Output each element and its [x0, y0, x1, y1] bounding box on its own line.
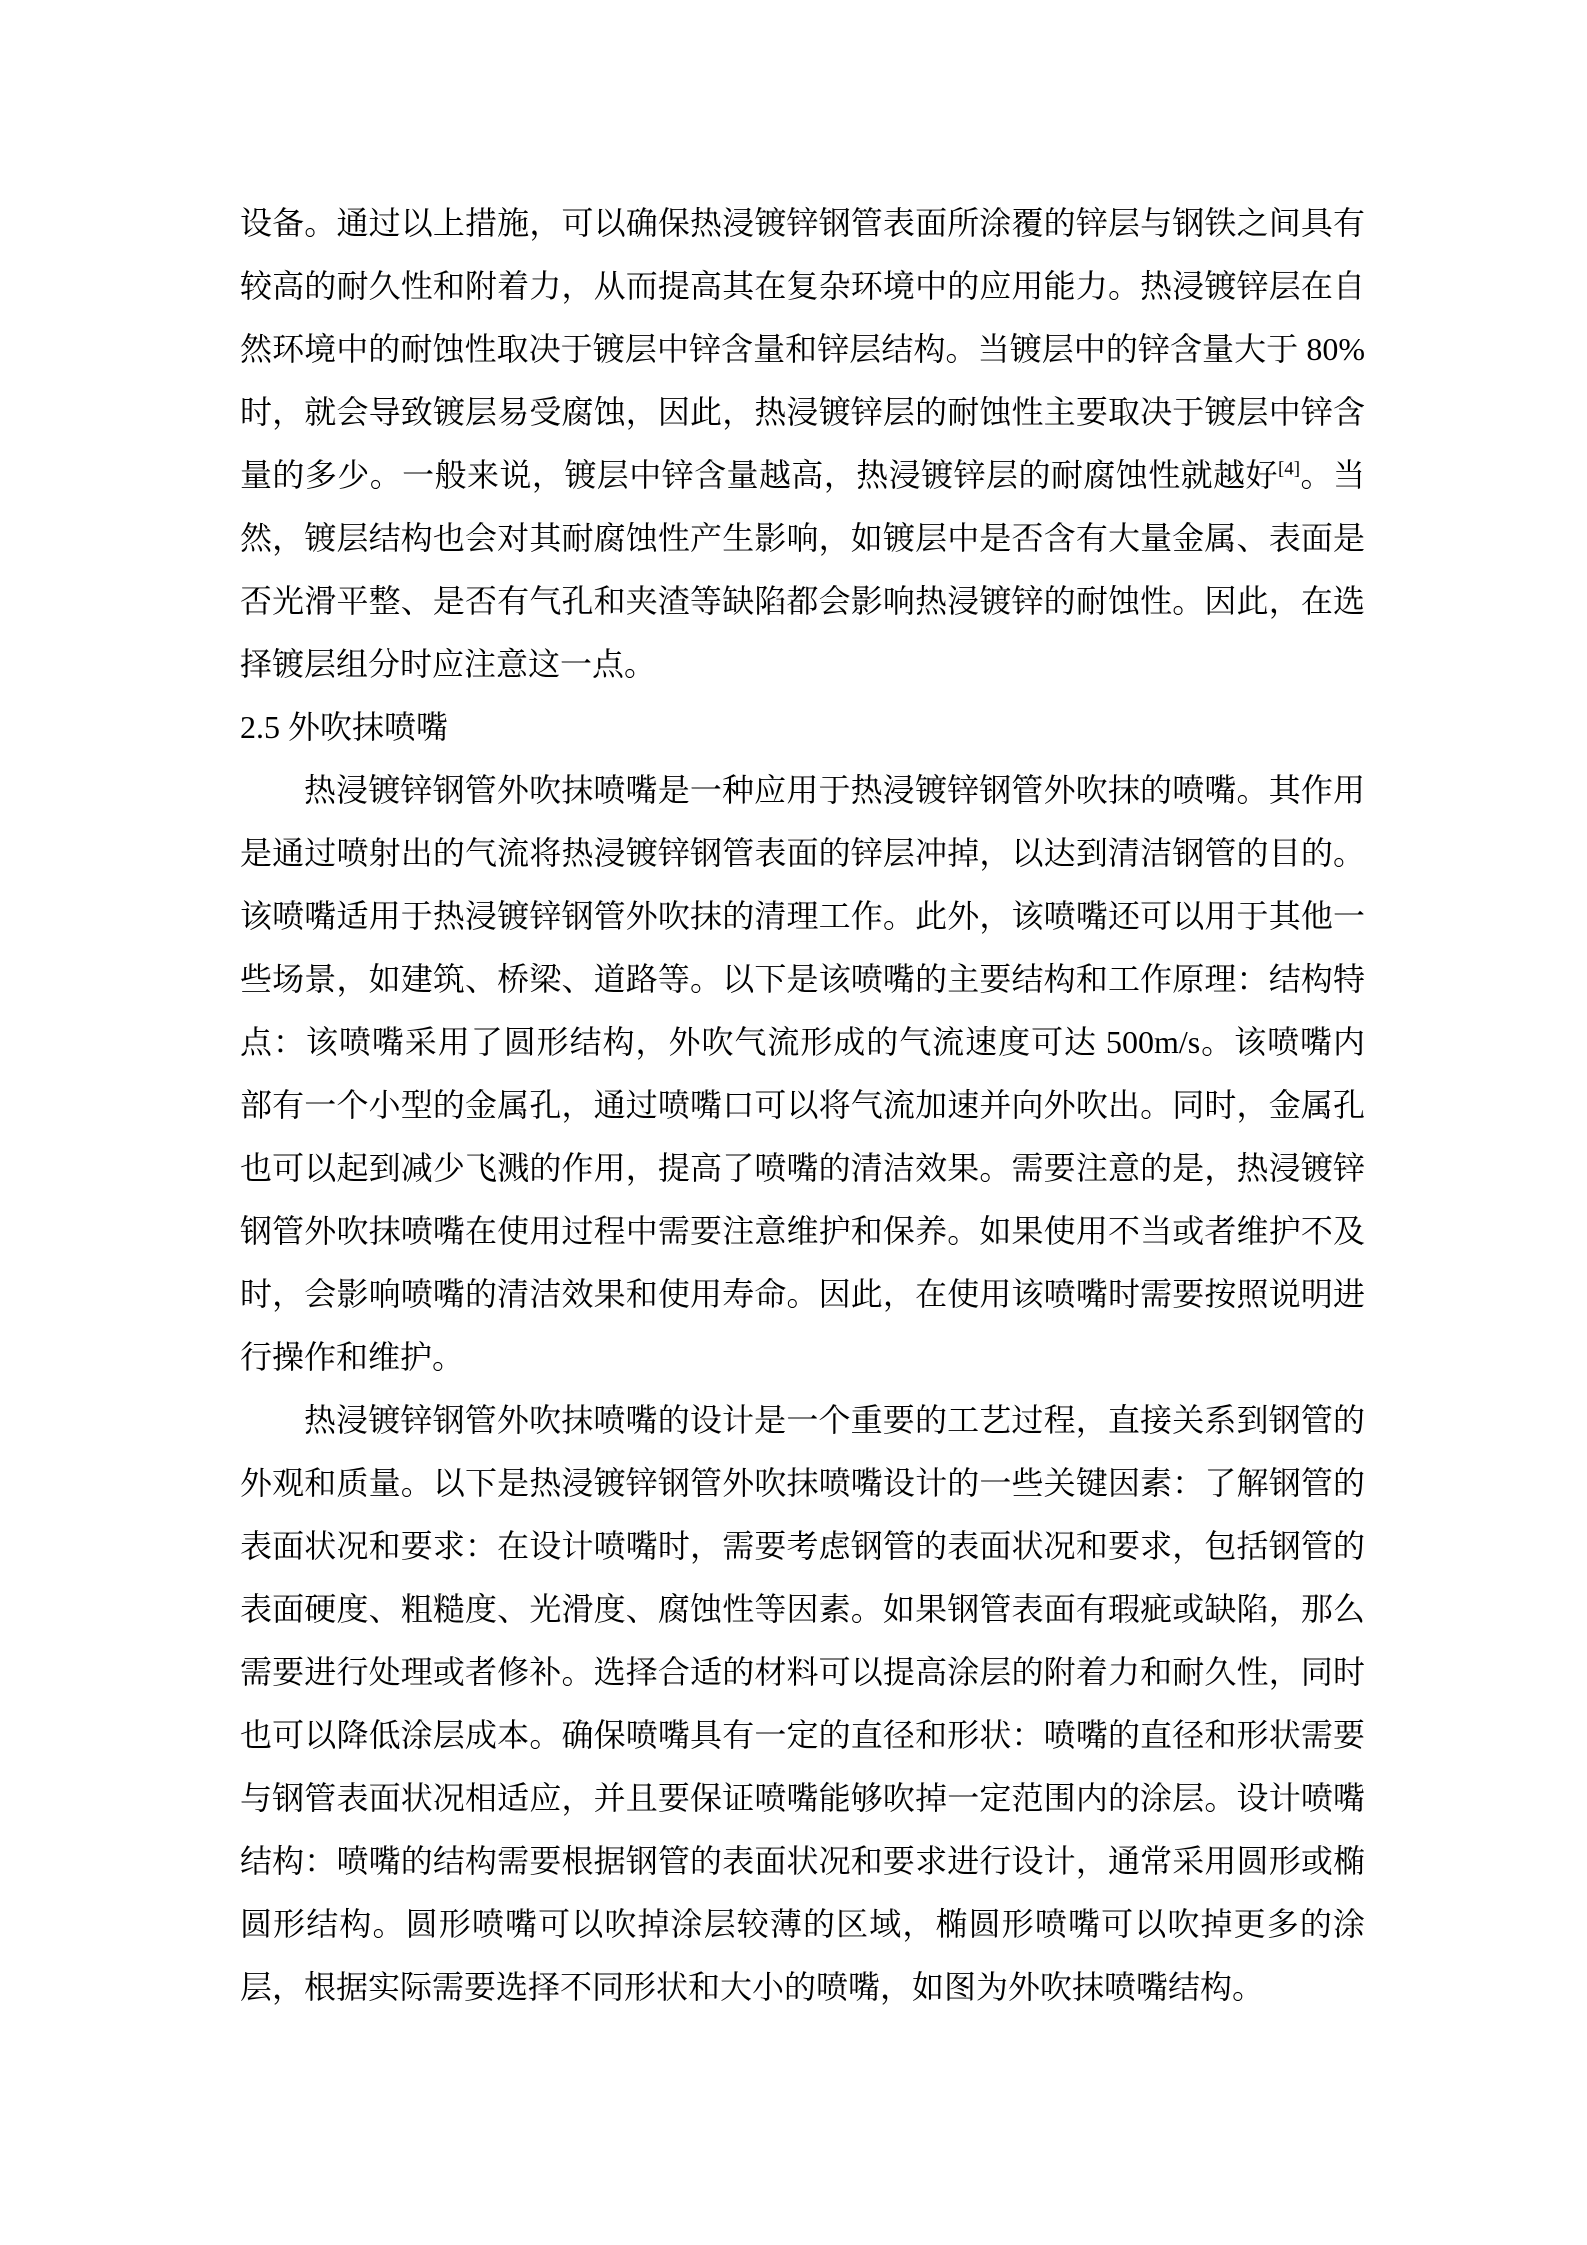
- page-text-block: [240, 192, 1365, 2019]
- section-heading-2-5: 2.5 外吹抹喷嘴: [240, 709, 449, 745]
- coating-paragraph-text-before-citation: 设备。通过以上措施，可以确保热浸镀锌钢管表面所涂覆的锌层与钢铁之间具有较高的耐久性和附着力，从而提高其在复杂环境中的应用能力。热浸镀锌层在自然环境中的耐蚀性取决于镀层中锌含量和锌层结构。当镀层中的锌含量大于 80%时，就会导致镀层易受腐蚀，因此，热浸镀锌层的耐蚀性主要取决于镀层中锌含量的多少。一般来说，镀层中锌含量越高，热浸镀锌层的耐腐蚀性就越好: [240, 205, 1365, 493]
- paragraph-nozzle-introduction: 热浸镀锌钢管外吹抹喷嘴是一种应用于热浸镀锌钢管外吹抹的喷嘴。其作用是通过喷射出的气流将热浸镀锌钢管表面的锌层冲掉，以达到清洁钢管的目的。该喷嘴适用于热浸镀锌钢管外吹抹的清理工作。此外，该喷嘴还可以用于其他一些场景，如建筑、桥梁、道路等。以下是该喷嘴的主要结构和工作原理：结构特点：该喷嘴采用了圆形结构，外吹气流形成的气流速度可达 500m/s。该喷嘴内部有一个小型的金属孔，通过喷嘴口可以将气流加速并向外吹出。同时，金属孔也可以起到减少飞溅的作用，提高了喷嘴的清洁效果。需要注意的是，热浸镀锌钢管外吹抹喷嘴在使用过程中需要注意维护和保养。如果使用不当或者维护不及时，会影响喷嘴的清洁效果和使用寿命。因此，在使用该喷嘴时需要按照说明进行操作和维护。: [240, 772, 1365, 1375]
- paragraph-coating-durability: [240, 192, 1365, 696]
- paragraph-nozzle-design-factors: 热浸镀锌钢管外吹抹喷嘴的设计是一个重要的工艺过程，直接关系到钢管的外观和质量。以下是热浸镀锌钢管外吹抹喷嘴设计的一些关键因素：了解钢管的表面状况和要求：在设计喷嘴时，需要考虑钢管的表面状况和要求，包括钢管的表面硬度、粗糙度、光滑度、腐蚀性等因素。如果钢管表面有瑕疵或缺陷，那么需要进行处理或者修补。选择合适的材料可以提高涂层的附着力和耐久性，同时也可以降低涂层成本。确保喷嘴具有一定的直径和形状：喷嘴的直径和形状需要与钢管表面状况相适应，并且要保证喷嘴能够吹掉一定范围内的涂层。设计喷嘴结构：喷嘴的结构需要根据钢管的表面状况和要求进行设计，通常采用圆形或椭圆形结构。圆形喷嘴可以吹掉涂层较薄的区域，椭圆形喷嘴可以吹掉更多的涂层，根据实际需要选择不同形状和大小的喷嘴，如图为外吹抹喷嘴结构。: [240, 1402, 1365, 2005]
- coating-paragraph-text-after-citation: 。当然，镀层结构也会对其耐腐蚀性产生影响，如镀层中是否含有大量金属、表面是否光滑平整、是否有气孔和夹渣等缺陷都会影响热浸镀锌的耐蚀性。因此，在选择镀层组分时应注意这一点。: [240, 457, 1365, 682]
- citation-marker-4: [4]: [1277, 458, 1301, 480]
